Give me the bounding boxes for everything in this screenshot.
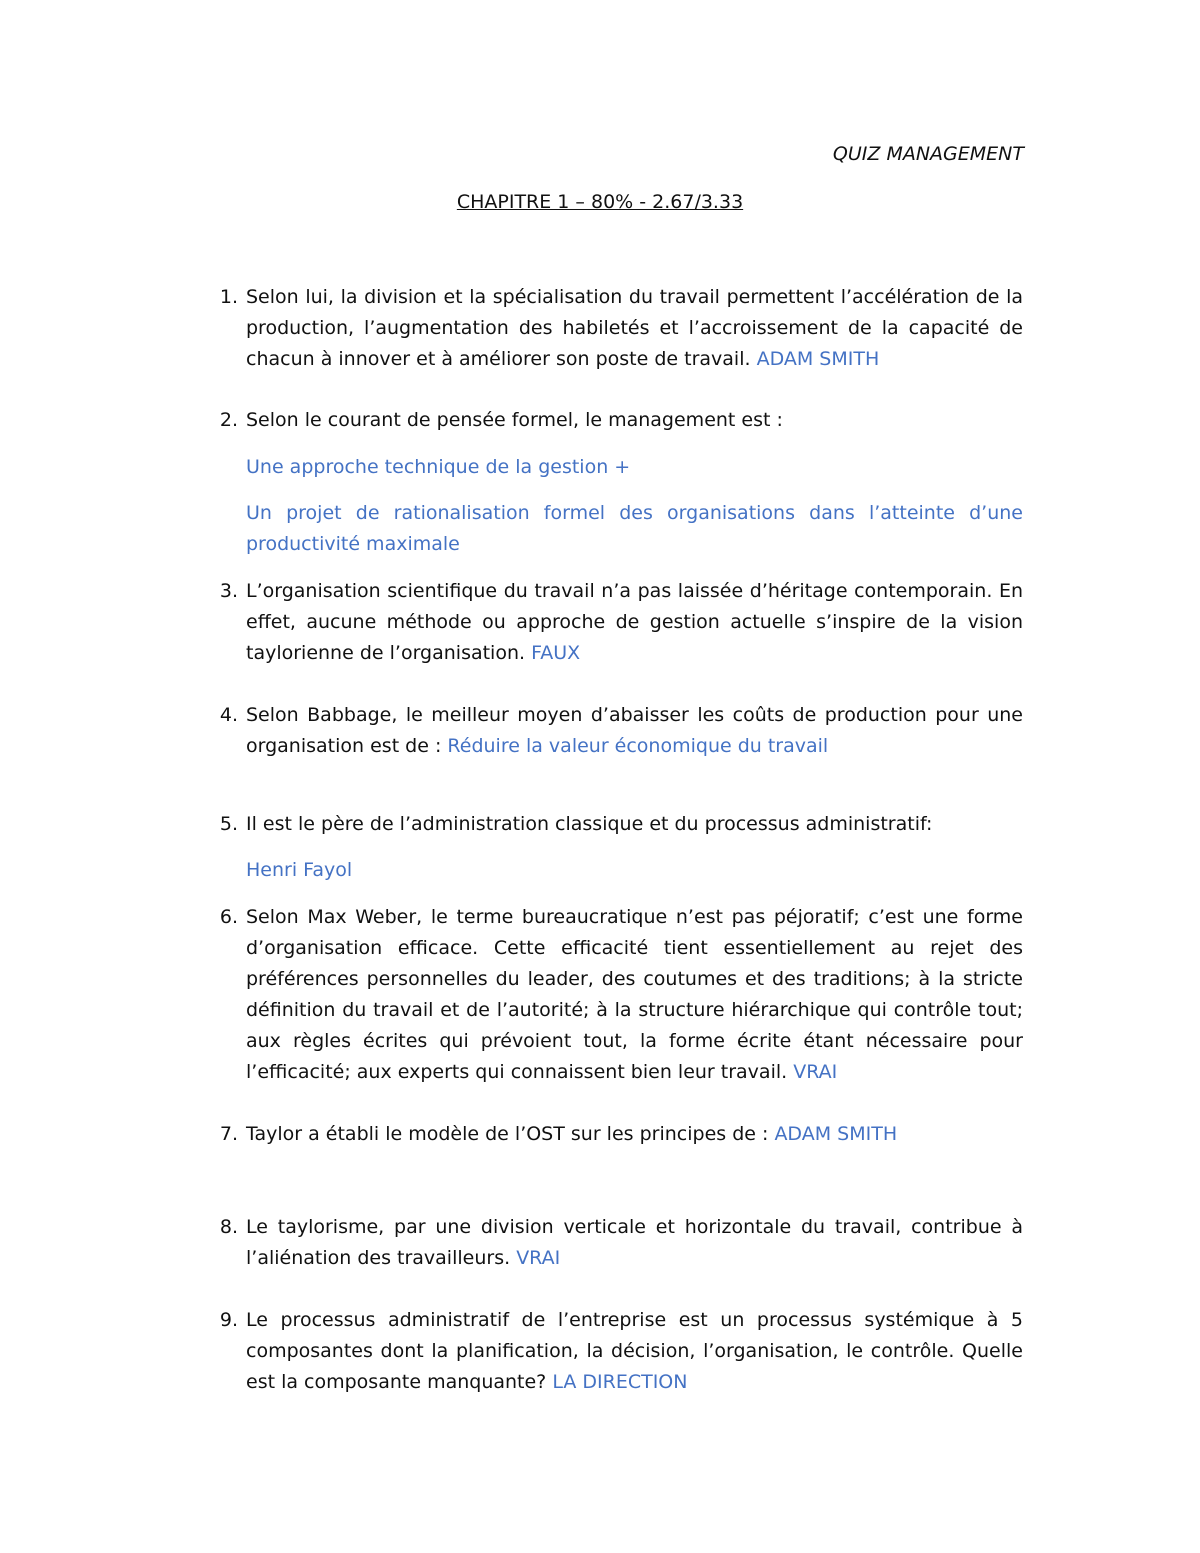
question-text: Selon Babbage, le meilleur moyen d’abaisser les coûts de production pour une organisation est de : <box>246 704 1023 757</box>
question-5-answer: Henri Fayol <box>246 859 353 881</box>
question-4 <box>208 700 1023 762</box>
question-2-answer-line-1: Une approche technique de la gestion + <box>246 456 631 478</box>
question-number: 7. <box>219 1123 238 1145</box>
question-answer: VRAI <box>516 1247 561 1269</box>
question-1 <box>208 282 1023 375</box>
question-2-answer-line-2: Un projet de rationalisation formel des organisations dans l’atteinte d’une productivité maximale <box>246 502 1023 555</box>
question-text: L’organisation scientifique du travail n’a pas laissée d’héritage contemporain. En effet, aucune méthode ou approche de gestion actuelle s’inspire de la vision taylorienne de l’organisation. <box>246 580 1023 664</box>
question-9 <box>208 1305 1023 1398</box>
question-text: Il est le père de l’administration classique et du processus administratif: <box>246 813 933 835</box>
document-title: QUIZ MANAGEMENT <box>832 143 1024 165</box>
question-6 <box>208 902 1023 1088</box>
question-answer: ADAM SMITH <box>756 348 880 370</box>
question-7 <box>208 1119 1023 1150</box>
question-2 <box>208 405 1023 436</box>
question-answer: VRAI <box>793 1061 838 1083</box>
question-text: Le taylorisme, par une division verticale et horizontale du travail, contribue à l’aliénation des travailleurs. <box>246 1216 1023 1269</box>
question-text: Selon le courant de pensée formel, le management est : <box>246 409 783 431</box>
question-answer: ADAM SMITH <box>774 1123 898 1145</box>
question-number: 6. <box>219 906 238 928</box>
question-text: Taylor a établi le modèle de l’OST sur les principes de : <box>246 1123 769 1145</box>
question-number: 2. <box>219 409 238 431</box>
question-answer: LA DIRECTION <box>552 1371 688 1393</box>
question-answer: FAUX <box>531 642 581 664</box>
question-number: 3. <box>219 580 238 602</box>
question-number: 4. <box>219 704 238 726</box>
question-number: 8. <box>219 1216 238 1238</box>
question-8 <box>208 1212 1023 1274</box>
question-text: Le processus administratif de l’entreprise est un processus systémique à 5 composantes dont la planification, la décision, l’organisation, le contrôle. Quelle est la composante manquante? <box>246 1309 1023 1393</box>
question-number: 9. <box>219 1309 238 1331</box>
question-number: 1. <box>219 286 238 308</box>
chapter-heading: CHAPITRE 1 – 80% - 2.67/3.33 <box>456 191 744 213</box>
question-number: 5. <box>219 813 238 835</box>
question-answer: Réduire la valeur économique du travail <box>447 735 829 757</box>
question-text: Selon lui, la division et la spécialisation du travail permettent l’accélération de la production, l’augmentation des habiletés et l’accroissement de la capacité de chacun à innover et à améliorer son poste de travail. <box>246 286 1023 370</box>
question-5 <box>208 809 1023 840</box>
question-text: Selon Max Weber, le terme bureaucratique n’est pas péjoratif; c’est une forme d’organisation efficace. Cette efficacité tient essentiellement au rejet des préférences personnelles du leader, des coutumes et des traditions; à la stricte définition du travail et de l’autorité; à la structure hiérarchique qui contrôle tout; aux règles écrites qui prévoient tout, la forme écrite étant nécessaire pour l’efficacité; aux experts qui connaissent bien leur travail. <box>246 906 1023 1083</box>
question-3 <box>208 576 1023 669</box>
